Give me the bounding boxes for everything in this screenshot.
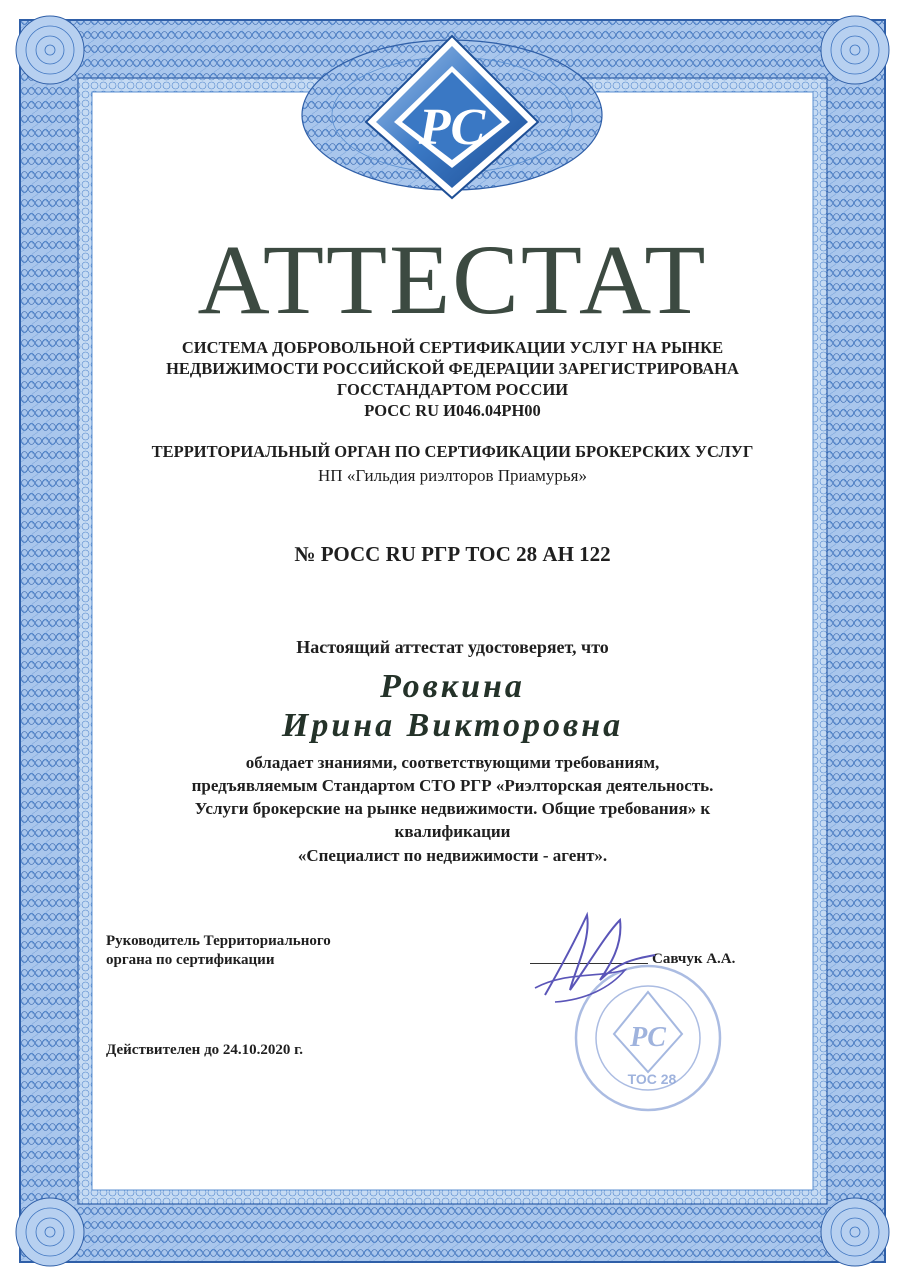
certificate-number: № РОСС RU РГР ТОС 28 АН 122: [294, 542, 611, 566]
system-line-1: СИСТЕМА ДОБРОВОЛЬНОЙ СЕРТИФИКАЦИИ УСЛУГ НА РЫНКЕ: [181, 338, 724, 357]
holder-given-names: Ирина Викторовна: [281, 707, 624, 744]
registration-number: РОСС RU И046.04РН00: [364, 401, 541, 420]
signature: [525, 900, 665, 1020]
logo-letters: РС: [418, 99, 486, 156]
signatory-role-line-2: органа по сертификации: [106, 952, 275, 968]
authority-organization: НП «Гильдия риэлторов Приамурья»: [318, 466, 587, 485]
certificate-title: АТТЕСТАТ: [197, 224, 708, 335]
statement-line-2: предъявляемым Стандартом СТО РГР «Риэлторская деятельность.: [191, 776, 714, 795]
system-line-3: ГОССТАНДАРТОМ РОССИИ: [336, 380, 569, 399]
signatory-role-line-1: Руководитель Территориального: [106, 933, 331, 949]
certifies-text: Настоящий аттестат удостоверяет, что: [296, 637, 609, 657]
stamp-text: ТОС 28: [627, 1071, 677, 1087]
stamp-letters: РС: [630, 1022, 666, 1053]
statement-line-1: обладает знаниями, соответствующими требованиям,: [245, 753, 660, 772]
rs-logo: [362, 32, 542, 202]
statement-line-3: Услуги брокерские на рынке недвижимости. Общие требования» к: [194, 799, 711, 818]
qualification-name: «Специалист по недвижимости - агент».: [297, 846, 608, 865]
validity-date: Действителен до 24.10.2020 г.: [106, 1042, 304, 1058]
authority-title: ТЕРРИТОРИАЛЬНЫЙ ОРГАН ПО СЕРТИФИКАЦИИ БРОКЕРСКИХ УСЛУГ: [151, 442, 754, 461]
holder-surname: Ровкина: [380, 668, 525, 705]
signatory-name: Савчук А.А.: [652, 951, 736, 967]
statement-line-4: квалификации: [394, 822, 511, 841]
system-line-2: НЕДВИЖИМОСТИ РОССИЙСКОЙ ФЕДЕРАЦИИ ЗАРЕГИСТРИРОВАНА: [166, 359, 739, 378]
